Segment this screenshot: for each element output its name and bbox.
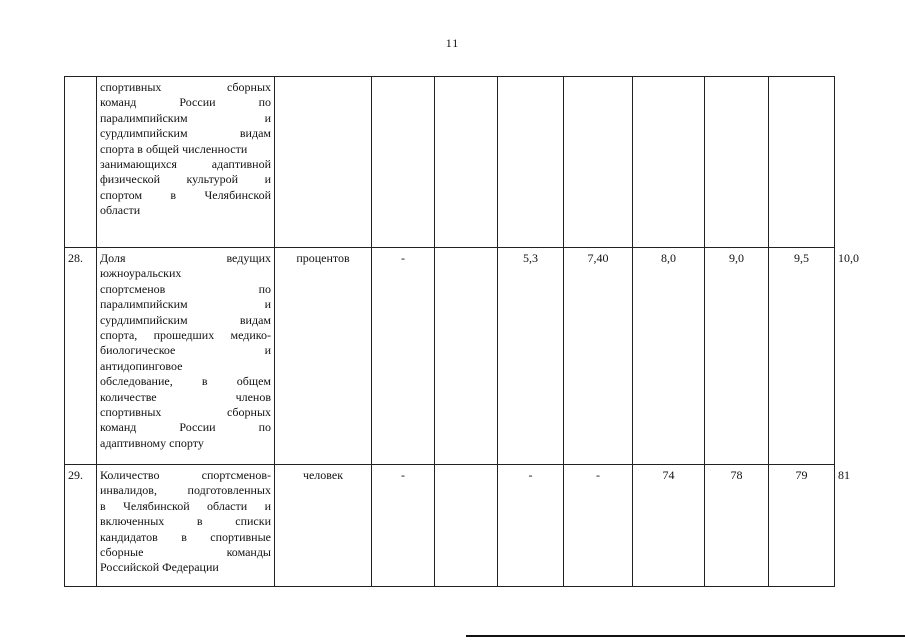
desc-line: антидопинговое bbox=[100, 358, 183, 373]
value-cell bbox=[498, 77, 564, 248]
desc-line: Российской Федерации bbox=[100, 560, 219, 575]
desc-line: спортом в Челябинской bbox=[100, 187, 271, 202]
table-row: 29. Количество спортсменов- инвалидов, подготовленных в Челябинской области и включенных в списки кандидатов в спортивные сборные команды Российской Федерации человек - - - 74 78 79 81 bbox=[65, 465, 835, 587]
desc-line: сборные команды bbox=[100, 545, 271, 560]
unit-cell bbox=[275, 77, 372, 248]
desc-line: сурдлимпийским видам bbox=[100, 126, 271, 141]
desc-line: физической культурой и bbox=[100, 172, 271, 187]
desc-line: Доля ведущих bbox=[100, 251, 271, 265]
value-cell bbox=[769, 77, 835, 248]
value-cell: 74 bbox=[633, 465, 705, 587]
row-number: 29. bbox=[65, 465, 97, 587]
desc-line: спорта, прошедших медико- bbox=[100, 328, 271, 343]
desc-line: Количество спортсменов- bbox=[100, 468, 271, 482]
desc-line: кандидатов в спортивные bbox=[100, 529, 271, 544]
desc-line: количестве членов bbox=[100, 389, 271, 404]
unit-cell: человек bbox=[275, 465, 372, 587]
indicators-table bbox=[64, 76, 859, 587]
desc-line: спортсменов по bbox=[100, 281, 271, 296]
page-number: 11 bbox=[445, 36, 460, 50]
value-cell: 8,0 bbox=[633, 248, 705, 465]
desc-line: инвалидов, подготовленных bbox=[100, 483, 271, 498]
desc-line: спортивных сборных bbox=[100, 80, 271, 94]
desc-line: адаптивному спорту bbox=[100, 435, 204, 450]
value-cell: - bbox=[372, 248, 435, 465]
desc-line: занимающихся адаптивной bbox=[100, 157, 271, 172]
value-cell: 78 bbox=[705, 465, 769, 587]
desc-line: в Челябинской области и bbox=[100, 498, 271, 513]
table-row bbox=[65, 77, 835, 248]
value-cell bbox=[564, 77, 633, 248]
desc-line: биологическое и bbox=[100, 343, 271, 358]
desc-line: обследование, в общем bbox=[100, 374, 271, 389]
value-cell: - bbox=[498, 465, 564, 587]
row-number: 28. bbox=[65, 248, 97, 465]
value-cell: 9,0 bbox=[705, 248, 769, 465]
desc-line: включенных в списки bbox=[100, 514, 271, 529]
value-cell bbox=[435, 77, 498, 248]
value-cell: 9,5 bbox=[769, 248, 835, 465]
value-cell bbox=[435, 248, 498, 465]
value-cell bbox=[435, 465, 498, 587]
indicator-description bbox=[97, 248, 275, 465]
desc-line: команд России по bbox=[100, 420, 271, 435]
value-cell: - bbox=[372, 465, 435, 587]
value-cell: 5,3 bbox=[498, 248, 564, 465]
desc-line: паралимпийским и bbox=[100, 297, 271, 312]
indicator-description bbox=[97, 465, 275, 587]
row-number bbox=[65, 77, 97, 248]
desc-line: спорта в общей численности bbox=[100, 141, 248, 156]
value-cell bbox=[633, 77, 705, 248]
desc-line: паралимпийским и bbox=[100, 110, 271, 125]
value-cell: 79 bbox=[769, 465, 835, 587]
value-cell bbox=[705, 77, 769, 248]
bottom-rule bbox=[466, 635, 905, 637]
value-cell: 7,40 bbox=[564, 248, 633, 465]
desc-line: области bbox=[100, 203, 141, 218]
indicator-description bbox=[97, 77, 275, 248]
unit-cell: процентов bbox=[275, 248, 372, 465]
desc-line: команд России по bbox=[100, 95, 271, 110]
value-cell bbox=[372, 77, 435, 248]
desc-line: сурдлимпийским видам bbox=[100, 312, 271, 327]
desc-line: южноуральских bbox=[100, 266, 182, 281]
table-row: 28. Доля ведущих южноуральских спортсменов по паралимпийским и сурдлимпийским видам спорта, прошедших медико- биологическое и антидопинговое обследование, в общем количестве членов спортивных сборных команд России по адаптивному спорту процентов - 5,3 7,40 8,0 9,0 9,5 10,0 bbox=[65, 248, 835, 465]
desc-line: спортивных сборных bbox=[100, 405, 271, 420]
value-cell: - bbox=[564, 465, 633, 587]
